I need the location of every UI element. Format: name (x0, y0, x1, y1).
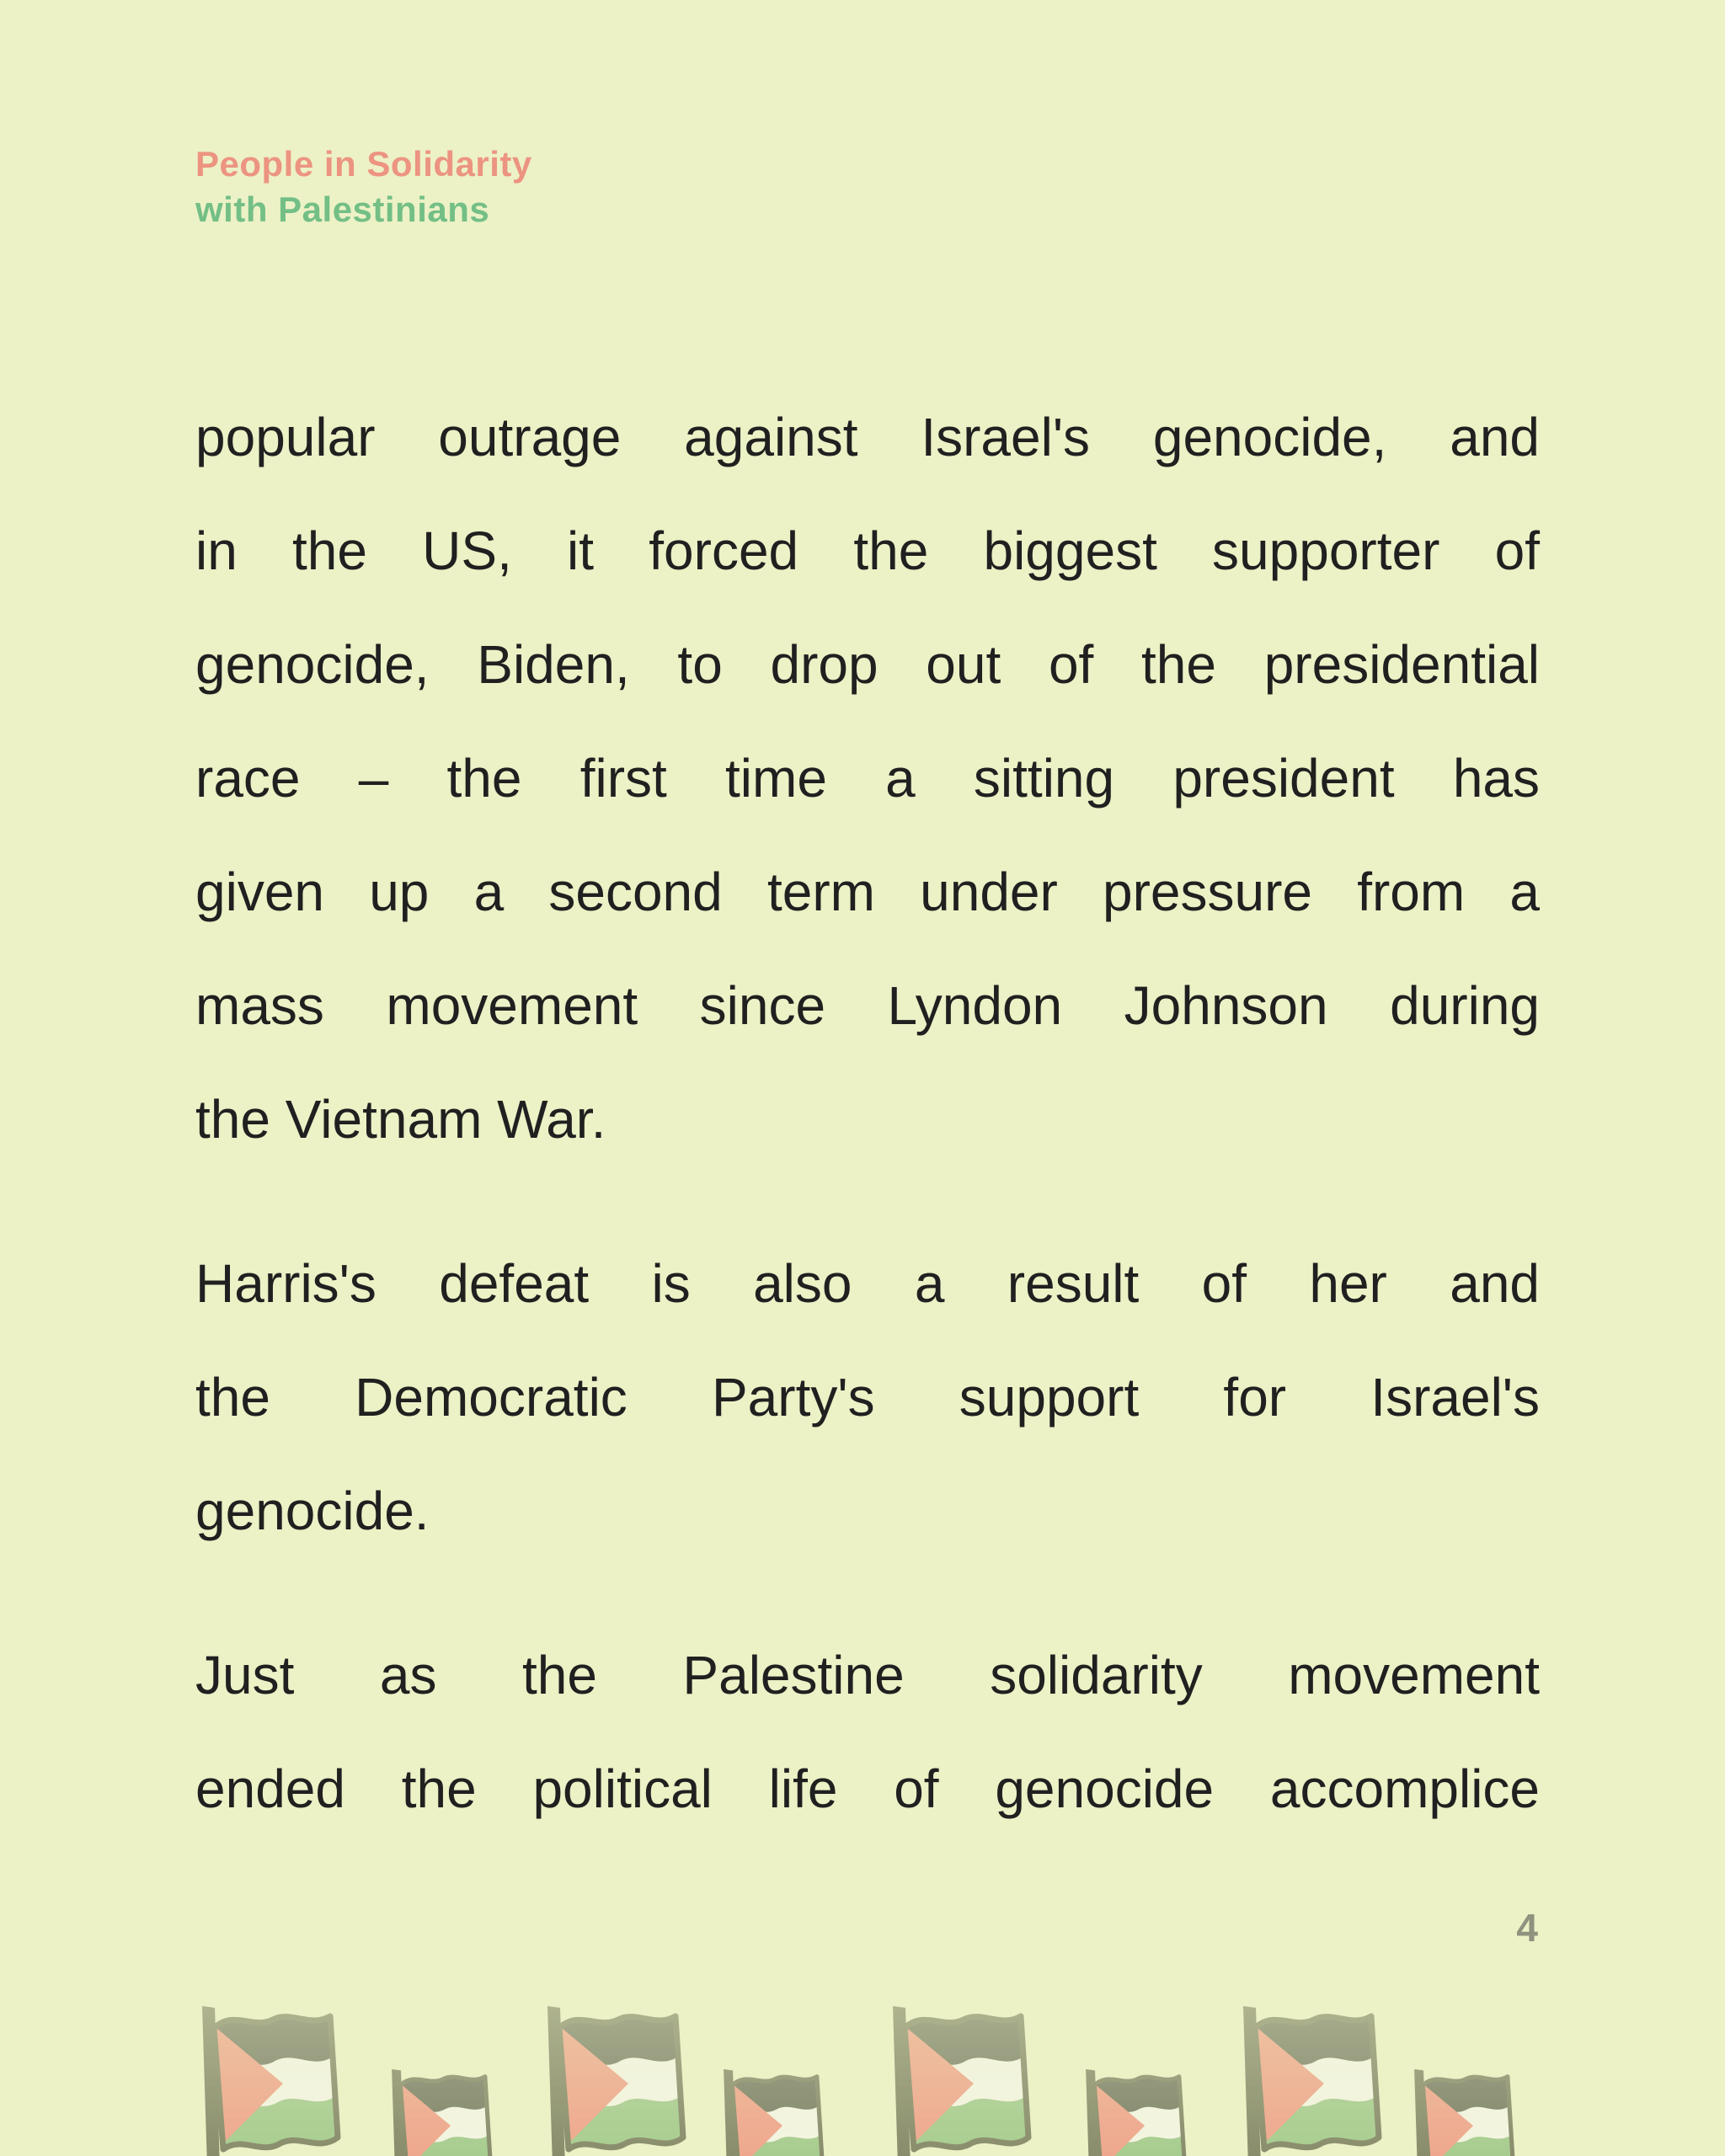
text-line: race – the first time a sitting president has (195, 748, 1540, 808)
palestine-flag-icon (187, 1996, 364, 2156)
text-line: mass movement since Lyndon Johnson during (195, 975, 1540, 1036)
palestine-flag-icon (381, 2062, 510, 2156)
text-line: popular outrage against Israel's genocide, and (195, 407, 1540, 467)
text-line: the Democratic Party's support for Israel's (195, 1367, 1540, 1428)
palestine-flag-icon (1075, 2062, 1204, 2156)
text-line: genocide, Biden, to drop out of the presidential (195, 634, 1540, 695)
text-line: genocide. (195, 1481, 430, 1541)
brand-line-1: People in Solidarity (195, 144, 532, 184)
palestine-flag-icon (1403, 2062, 1532, 2156)
text-line: Just as the Palestine solidarity movement (195, 1645, 1540, 1705)
text-line: ended the political life of genocide accomplice (195, 1758, 1540, 1819)
text-line: given up a second term under pressure from a (195, 862, 1540, 922)
brand-line-2: with Palestinians (195, 189, 490, 229)
text-line: the Vietnam War. (195, 1089, 606, 1150)
palestine-flag-icon (878, 1996, 1055, 2156)
body-text (195, 381, 1540, 1846)
palestine-flag-icon (1228, 1996, 1405, 2156)
paragraph-2 (195, 1227, 1540, 1568)
brand-logo (195, 141, 532, 232)
palestine-flag-icon (532, 1996, 709, 2156)
palestine-flag-icon (713, 2062, 841, 2156)
page-number: 4 (1516, 1906, 1538, 1950)
text-line: in the US, it forced the biggest supporter of (195, 520, 1540, 581)
text-line: Harris's defeat is also a result of her and (195, 1253, 1540, 1314)
paragraph-3 (195, 1619, 1540, 1846)
paragraph-1 (195, 381, 1540, 1177)
